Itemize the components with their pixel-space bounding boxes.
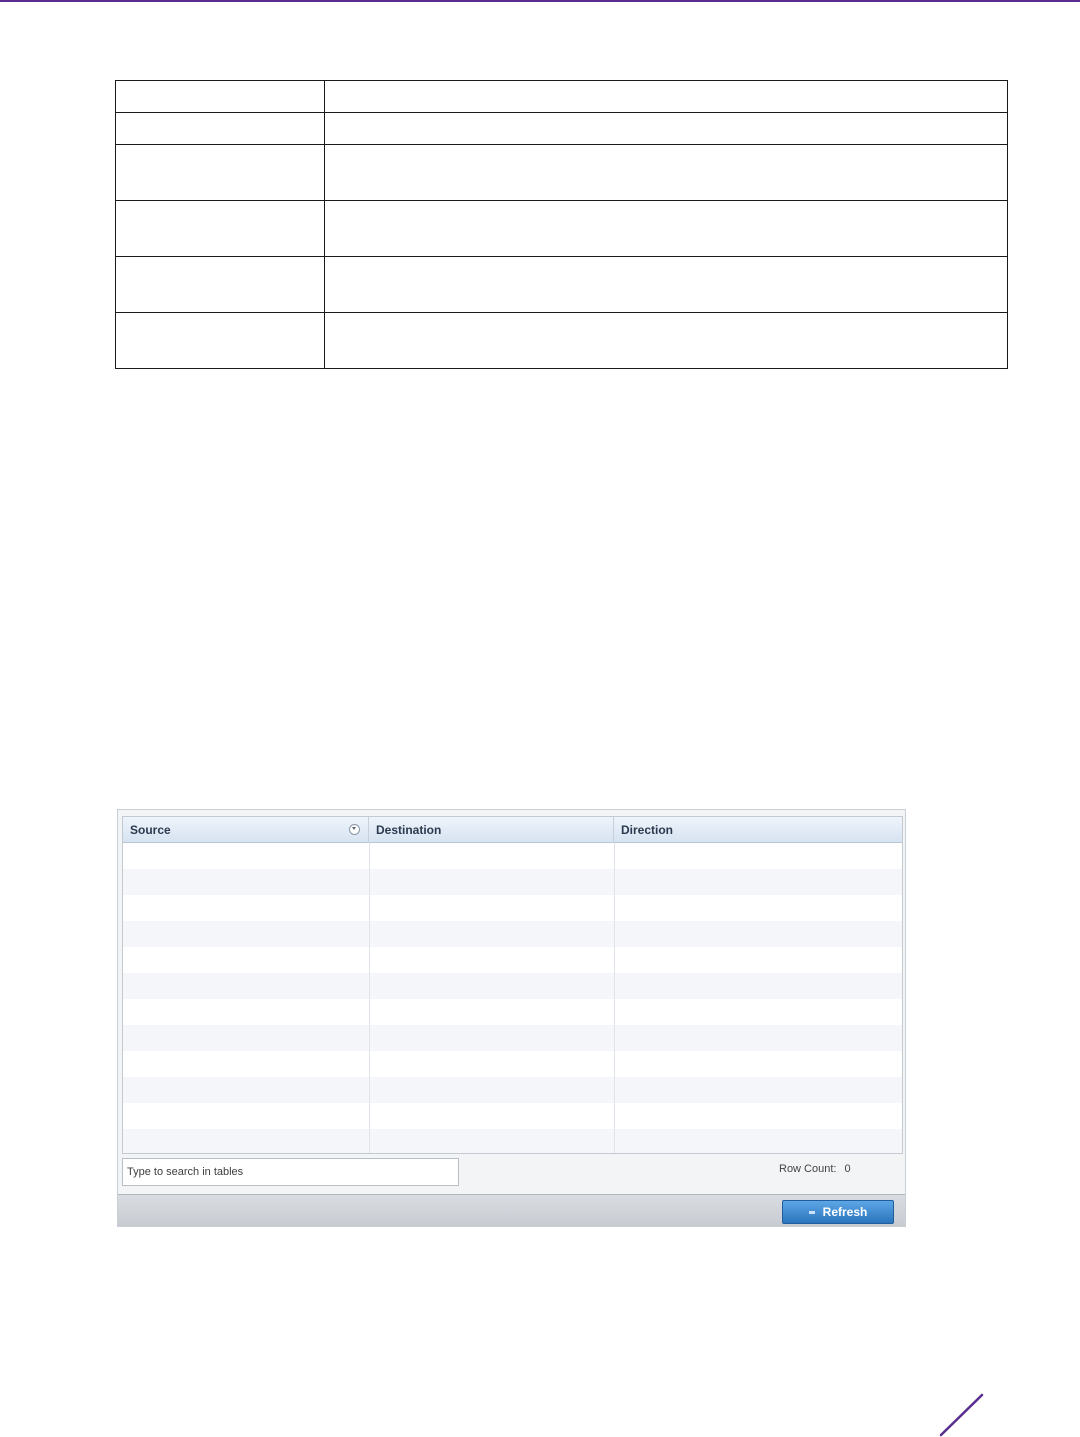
column-header-destination[interactable] <box>369 817 614 843</box>
row-count-value: 0 <box>844 1163 851 1175</box>
search-input[interactable] <box>122 1158 459 1186</box>
table-cell <box>325 113 1008 145</box>
table-cell <box>325 313 1008 369</box>
column-header-label: Destination <box>376 823 442 837</box>
table-row <box>116 257 1008 313</box>
refresh-icon <box>809 1211 815 1214</box>
reference-table <box>115 80 1008 369</box>
table-cell <box>325 201 1008 257</box>
table-cell <box>116 113 325 145</box>
row-count-label: Row Count: <box>779 1163 837 1175</box>
footer-bar <box>118 1194 905 1226</box>
column-header-label: Direction <box>621 823 674 837</box>
table-row <box>116 201 1008 257</box>
column-header-label: Source <box>130 823 171 837</box>
table-row <box>116 313 1008 369</box>
refresh-button-label: Refresh <box>822 1205 868 1219</box>
refresh-button[interactable] <box>782 1200 894 1224</box>
flows-panel <box>117 809 906 1227</box>
column-header-source[interactable] <box>123 817 369 843</box>
table-row <box>116 81 1008 113</box>
table-cell <box>116 201 325 257</box>
column-divider <box>369 843 370 1153</box>
row-count <box>779 1163 851 1175</box>
table-row <box>116 145 1008 201</box>
table-row <box>116 113 1008 145</box>
sort-indicator-icon[interactable] <box>349 824 360 835</box>
table-cell <box>325 81 1008 113</box>
table-cell <box>325 145 1008 201</box>
table-cell <box>116 257 325 313</box>
page-corner-slash-icon <box>935 1393 985 1437</box>
grid-body <box>123 843 902 1153</box>
grid-header <box>123 817 902 843</box>
table-cell <box>116 145 325 201</box>
flows-grid <box>122 816 903 1154</box>
table-cell <box>116 81 325 113</box>
column-header-direction[interactable] <box>614 817 903 843</box>
table-cell <box>325 257 1008 313</box>
column-divider <box>614 843 615 1153</box>
table-cell <box>116 313 325 369</box>
header-rule <box>0 0 1080 2</box>
